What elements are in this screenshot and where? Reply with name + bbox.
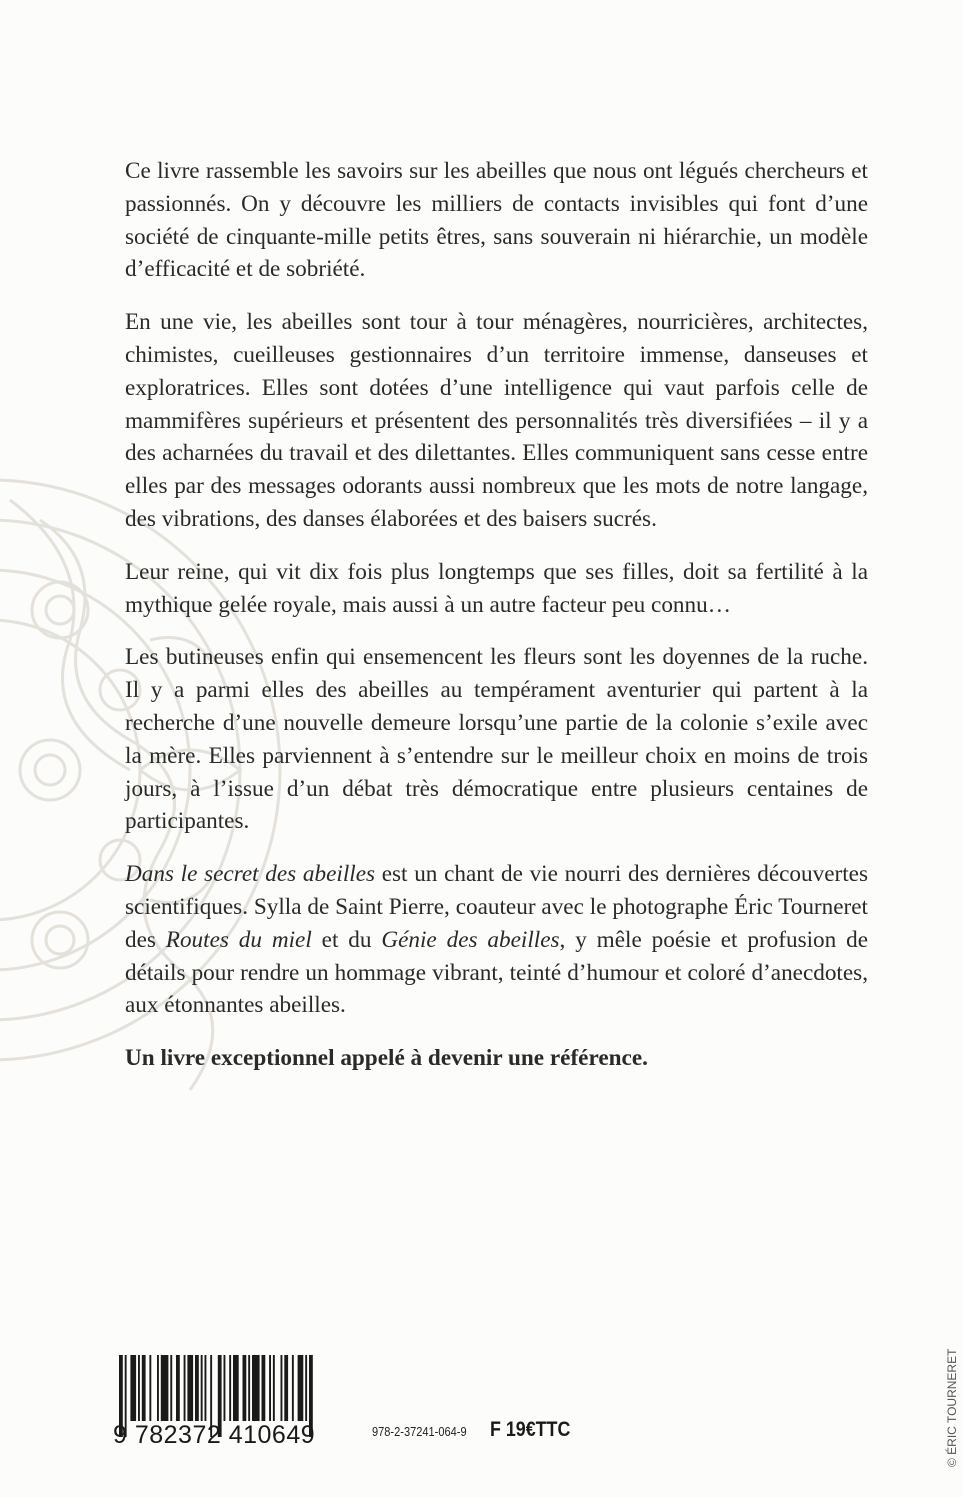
text-segment: est un chant de vie nourri des dernières découvertes scientifiques. Sylla de Saint Pierre, coauteur avec le photographe Éric Tourneret des [125,861,868,953]
barcode-bar [195,1355,199,1421]
barcode-bar [161,1355,169,1421]
barcode-bar [298,1355,304,1421]
text-segment: Ce livre rassemble les savoirs sur les abeilles que nous ont légués chercheurs et passionnés. On y découvre les milliers de contacts invisibles qui font d’une société de cinquante-mille petits êtres, sans souverain ni hiérarchie, un modèle d’efficacité et de sobriété. [125,158,868,283]
price-label: F 19€TTC [490,1418,571,1441]
barcode-bar [305,1355,307,1421]
barcode-bar [292,1355,294,1421]
barcode-bar [262,1355,266,1421]
barcode-bar [149,1355,151,1421]
back-cover-text [125,155,868,1095]
barcode-bar [201,1355,203,1421]
text-segment: Les butineuses enfin qui ensemencent les fleurs sont les doyennes de la ruche. Il y a parmi elles des abeilles au tempérament aventurier qui partent à la recherche d’une nouvelle demeure lorsqu’une partie de la colonie s’exile avec la mère. Elles parviennent à s’entendre sur le meilleur choix en moins de trois jours, à l’issue d’un débat très démocratique entre plusieurs centaines de participantes. [125,644,868,835]
paragraph [125,306,868,536]
barcode-bar [243,1355,247,1421]
paragraph [125,556,868,622]
isbn-number: 978-2-37241-064-9 [372,1424,467,1439]
barcode-bar [252,1355,260,1421]
barcode-bar [248,1355,250,1421]
book-title: Génie des abeilles [381,926,560,953]
barcode-bar [269,1355,271,1421]
barcode-bar [130,1355,136,1421]
paragraph [125,858,868,1022]
book-title: Dans le secret des abeilles [125,861,376,888]
paragraph [125,641,868,838]
text-segment: , y mêle poésie et profusion de détails pour rendre un hommage vibrant, teinté d’humour et coloré d’anecdotes, aux étonnantes abeilles. [125,926,869,1019]
barcode-bar [176,1355,180,1421]
text-segment: En une vie, les abeilles sont tour à tour ménagères, nourricières, architectes, chimistes, cueilleuses gestionnaires d’un territoire immense, danseuses et exploratrices. Elles sont dotées d’une intelligence qui vaut parfois celle de mammifères supérieurs et présentent des personnalités très diversifiées – il y a des acharnées du travail et des dilettantes. Elles communiquent sans cesse entre elles par des messages odorants aussi nombreux que les mots de notre langage, des vibrations, des danses élaborées et des baisers sucrés. [125,309,868,532]
barcode-bar [142,1355,146,1421]
barcode-bar [184,1355,186,1421]
barcode-bar [157,1355,159,1421]
barcode-bar [229,1355,231,1421]
barcode-bar [224,1355,226,1421]
barcode [105,1355,345,1475]
paragraph [125,155,868,286]
barcode-bar [205,1355,207,1421]
barcode-bar [273,1355,275,1421]
barcode-digits: 9 782372 410649 [113,1421,316,1449]
barcode-bar [138,1355,140,1421]
barcode-bar [233,1355,239,1421]
barcode-bar [284,1355,288,1421]
barcode-bar [187,1355,193,1421]
book-title: Routes du miel [165,926,312,953]
photo-credit: © ÉRIC TOURNERET [945,1348,959,1467]
barcode-bar [281,1355,283,1421]
text-segment: Leur reine, qui vit dix fois plus longtemps que ses filles, doit sa fertilité à la mythique gelée royale, mais aussi à un autre facteur peu connu… [125,558,868,618]
text-segment: et du [311,926,382,953]
barcode-bar [170,1355,172,1421]
closing-statement: Un livre exceptionnel appelé à devenir une référence. [125,1045,648,1072]
